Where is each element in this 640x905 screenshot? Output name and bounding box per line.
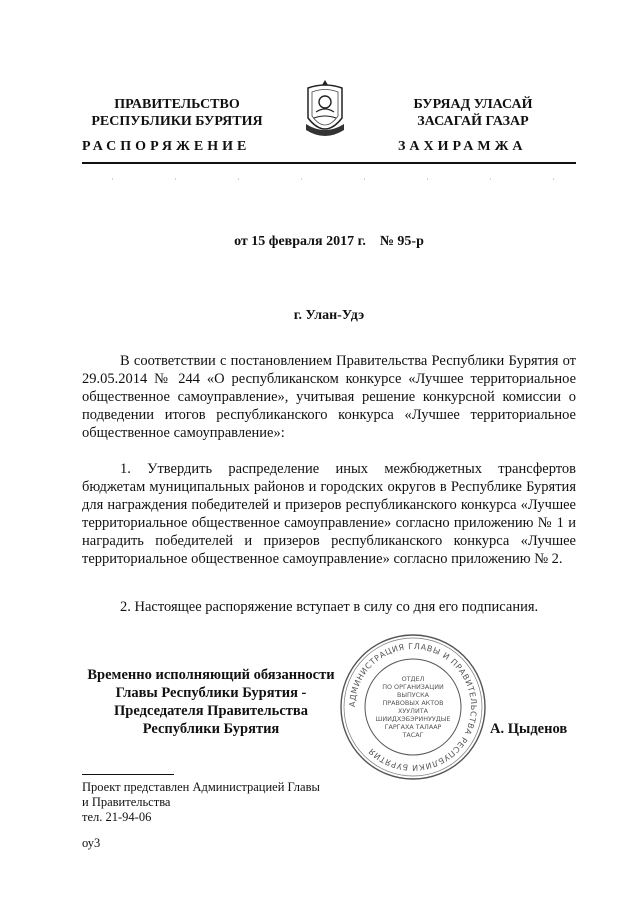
footer-rule (82, 774, 174, 775)
stamp-center-line: ШИИДХЭБЭРИНУУДЫЕ (375, 715, 451, 723)
stamp-center-line: ПО ОРГАНИЗАЦИИ (382, 683, 444, 691)
stamp-center-line: ОТДЕЛ (401, 675, 425, 683)
stamp-center-line: ХУУЛИТА (397, 707, 429, 715)
preamble-paragraph: В соответствии с постановлением Правительства Республики Бурятия от 29.05.2014 № 244 «О республиканском конкурсе «Лучшее территориальное общественное самоуправление», учитывая решение конкурсной комиссии о подведении итогов республиканского конкурса «Лучшее территориальное общественное самоуправление»: (82, 353, 576, 441)
signatory-title-line2: Главы Республики Бурятия - (115, 685, 307, 701)
header-right-line1: БУРЯАД УЛАСАЙ (413, 97, 533, 112)
signatory-name: А. Цыденов (490, 721, 568, 737)
header-left-line2: РЕСПУБЛИКИ БУРЯТИЯ (91, 114, 263, 129)
stamp-center-line: ТАСАГ (402, 731, 424, 739)
header-right-org (378, 96, 568, 130)
header-left-line1: ПРАВИТЕЛЬСТВО (114, 97, 240, 112)
stamp-center-line: ПРАВОВЫХ АКТОВ (382, 699, 444, 707)
signatory-title-line4: Республики Бурятия (142, 721, 280, 737)
header-left-org (82, 96, 272, 130)
footer-code: оу3 (82, 836, 101, 850)
doc-type-right: ЗАХИРАМЖА (398, 139, 527, 154)
signatory-title-line3: Председателя Правительства (114, 703, 308, 719)
doc-type-left: РАСПОРЯЖЕНИЕ (82, 139, 251, 154)
footer-line1: Проект представлен Администрацией Главы (82, 780, 320, 794)
stamp-center-line: ГАРГАХА ТАЛААР (384, 723, 442, 731)
signatory-title-line1: Временно исполняющий обязанности (87, 667, 335, 683)
date-number: от 15 февраля 2017 г. № 95-р (234, 234, 424, 249)
item-1-paragraph: 1. Утвердить распределение иных межбюджетных трансфертов бюджетам муниципальных районов и городских округов в Республике Бурятия для награждения победителей и призеров республиканского конкурса «Лучшее территориальное общественное самоуправление» согласно приложению № 1 и наградить победителей и призеров республиканского конкурса «Лучшее территориальное общественное самоуправление» согласно приложению № 2. (82, 461, 576, 567)
official-stamp-icon (338, 632, 488, 782)
city: г. Улан-Удэ (293, 308, 365, 323)
header-right-line2: ЗАСАГАЙ ГАЗАР (417, 114, 529, 129)
footer-line2: и Правительства (82, 795, 171, 809)
footer-phone: тел. 21-94-06 (82, 810, 152, 824)
stamp-center-line: ВЫПУСКА (396, 691, 430, 699)
stamp-ring-text: АДМИНИСТРАЦИЯ ГЛАВЫ И ПРАВИТЕЛЬСТВА РЕСПУБЛИКИ БУРЯТИЯ (347, 641, 479, 773)
header-rule (82, 162, 576, 164)
signatory-title (76, 666, 346, 738)
footer-note (82, 780, 320, 825)
header-dotted-rule (82, 170, 576, 178)
coat-of-arms-emblem-icon (300, 78, 350, 144)
item-2-paragraph: 2. Настоящее распоряжение вступает в силу со дня его подписания. (120, 599, 539, 615)
